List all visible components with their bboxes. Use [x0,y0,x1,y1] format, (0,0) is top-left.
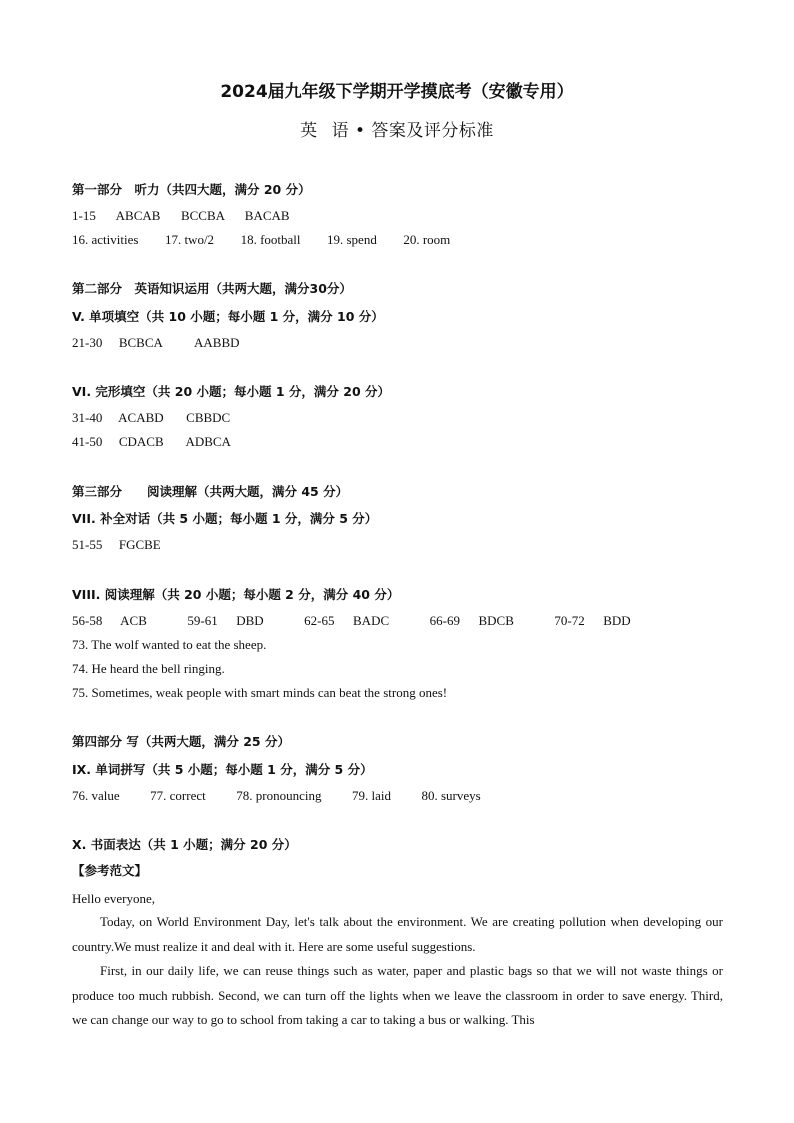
section6-answers-row1 [72,410,230,426]
answer-range: 1-15 [72,208,96,223]
part3-heading: 第三部分 阅读理解（共两大题，满分 45 分） [72,484,349,499]
answer-item: 78. pronouncing [236,788,322,803]
section8-answers [72,613,631,629]
answer-item: 80. surveys [421,788,481,803]
answer-group: CBBDC [186,410,231,425]
answer-75: 75. Sometimes, weak people with smart minds can beat the strong ones! [72,685,448,700]
answer-range: 21-30 [72,335,103,350]
answer-group: DBD [236,613,264,628]
answer-group: ACABD [118,410,164,425]
section5-heading: V. 单项填空（共 10 小题；每小题 1 分，满分 10 分） [72,309,384,324]
answer-group: BCBCA [118,335,163,350]
answer-group: BDD [603,613,631,628]
essay-paragraph-2: First, in our daily life, we can reuse things such as water, paper and plastic bags so that we will not waste things or produce too much rubbish. Second, we can turn off the lights when we leave the classroom in order to save energy. Third, we can change our way to go to school from taking a car to taking a bus or walking. This [72,963,723,1027]
answer-range: 70-72 [554,613,585,628]
answer-item: 20. room [403,232,451,247]
sample-essay-label: 【参考范文】 [72,863,148,878]
answer-item: 16. activities [72,232,139,247]
answer-group: BADC [353,613,390,628]
answer-range: 62-65 [304,613,335,628]
section8-heading: VIII. 阅读理解（共 20 小题；每小题 2 分，满分 40 分） [72,587,400,602]
part1-answers-row2 [72,232,450,248]
answer-74: 74. He heard the bell ringing. [72,661,225,676]
answer-range: 56-58 [72,613,103,628]
section7-answers [72,537,161,553]
answer-group: ACB [120,613,147,628]
answer-group: FGCBE [118,537,161,552]
answer-group: ABCAB [115,208,161,223]
answer-group: BACAB [244,208,290,223]
answer-group: AABBD [194,335,240,350]
answer-item: 76. value [72,788,120,803]
essay-greeting: Hello everyone, [72,891,156,906]
section6-answers-row2 [72,434,231,450]
subtitle-subject-char: 英 [300,121,318,141]
section9-answers [72,788,481,804]
answer-group: CDACB [118,434,164,449]
section7-heading: VII. 补全对话（共 5 小题；每小题 1 分，满分 5 分） [72,511,378,526]
answer-group: BDCB [478,613,514,628]
part1-heading: 第一部分 听力（共四大题，满分 20 分） [72,182,311,197]
section5-answers [72,335,240,351]
answer-range: 31-40 [72,410,103,425]
answer-item: 79. laid [351,788,391,803]
answer-range: 59-61 [187,613,218,628]
document-subtitle [0,116,794,141]
section6-heading: VI. 完形填空（共 20 小题；每小题 1 分，满分 20 分） [72,384,391,399]
answer-73: 73. The wolf wanted to eat the sheep. [72,637,267,652]
answer-item: 19. spend [327,232,377,247]
answer-item: 77. correct [150,788,206,803]
answer-group: BCCBA [180,208,225,223]
answer-item: 18. football [240,232,301,247]
part2-heading: 第二部分 英语知识运用（共两大题，满分30分） [72,281,352,296]
subtitle-rest: 语 • 答案及评分标准 [331,121,494,141]
section9-heading: IX. 单词拼写（共 5 小题；每小题 1 分，满分 5 分） [72,762,373,777]
answer-item: 17. two/2 [164,232,215,247]
answer-group: ADBCA [185,434,231,449]
part1-answers-row1 [72,208,290,224]
answer-range: 51-55 [72,537,103,552]
section10-heading: X. 书面表达（共 1 小题；满分 20 分） [72,837,297,852]
essay-paragraph-1: Today, on World Environment Day, let's talk about the environment. We are creating pollution when developing our country.We must realize it and deal with it. Here are some useful suggestions. [72,914,723,954]
answer-range: 66-69 [429,613,460,628]
part4-heading: 第四部分 写（共两大题，满分 25 分） [72,734,290,749]
document-title: 2024届九年级下学期开学摸底考（安徽专用） [220,82,574,102]
answer-range: 41-50 [72,434,103,449]
